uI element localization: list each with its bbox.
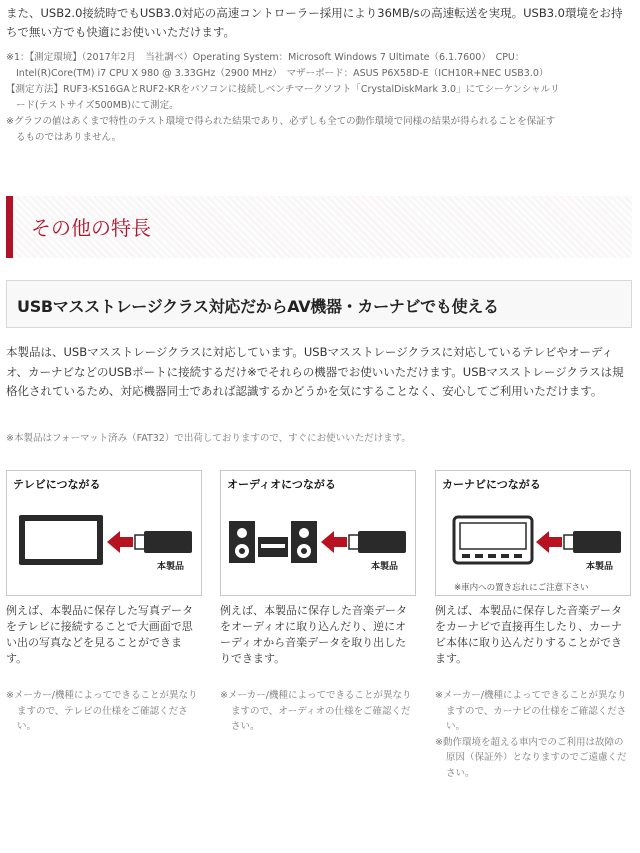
card-title: カーナビにつながる [442, 478, 541, 491]
feature-heading [6, 280, 632, 328]
arrow-icon [107, 531, 133, 553]
usb-stick-icon [135, 531, 192, 553]
usb-stick-icon [349, 531, 406, 553]
stereo-unit-icon [258, 537, 288, 557]
car-navi-illustration [436, 471, 632, 597]
audio-card [220, 470, 416, 596]
product-label: 本製品 [586, 562, 614, 572]
tv-caution [6, 688, 202, 735]
note-line: Intel(R)Core(TM) i7 CPU X 980 @ 3.33GHz（2900 MHz） マザーボード：ASUS P6X58D-E（ICH10R+NEC USB3.0） [16, 68, 549, 79]
intro-paragraph: また、USB2.0接続時でもUSB3.0対応の高速コントローラー採用により36MB/sの高速転送を実現。USB3.0環境をお持ちで無い方でも快適にお使いいただけます。 [6, 6, 623, 39]
tv-card [6, 470, 202, 596]
speaker-icon [229, 521, 255, 563]
caution-line: ※メーカー/機種によってできることが異なりますので、カーナビの仕様をご確認ください。 [435, 690, 627, 732]
caution-line: ※動作環境を超える車内でのご利用は故障の原因（保証外）となりますのでご遠慮ください。 [435, 736, 627, 779]
format-note: ※本製品はフォーマット済み（FAT32）で出荷しておりますので、すぐにお使いいただけます。 [6, 433, 411, 444]
note-line: ※グラフの値はあくまで特性のテスト環境で得られた結果であり、必ずしも全ての動作環境で同様の結果が得られることを保証す [6, 116, 556, 127]
tv-icon [19, 515, 103, 565]
caution-line: ※メーカー/機種によってできることが異なりますので、テレビの仕様をご確認ください。 [6, 690, 198, 732]
note-line: 【測定方法】RUF3-KS16GAとRUF2-KRをパソコンに接続しベンチマークソフト「CrystalDiskMark 3.0」にてシーケンシャルリ [6, 84, 560, 95]
note-line: るものではありません。 [16, 132, 122, 143]
note-line: ※1：【測定環境】（2017年2月 当社調べ）Operating System：Microsoft Windows 7 Ultimate（6.1.7600） CPU： [6, 52, 525, 63]
product-label: 本製品 [157, 562, 185, 572]
note-line: ード(テストサイズ500MB)にて測定。 [16, 100, 179, 111]
measurement-notes [6, 50, 632, 146]
audio-description: 例えば、本製品に保存した音楽データをオーディオに取り込んだり、逆にオーディオから音楽データを取り出したりできます。 [220, 604, 407, 665]
product-label: 本製品 [371, 562, 399, 572]
audio-illustration [221, 471, 417, 597]
tv-illustration [7, 471, 203, 597]
caution-line: ※メーカー/機種によってできることが異なりますので、オーディオの仕様をご確認ください。 [220, 690, 412, 732]
audio-caution [220, 688, 416, 735]
car-navigation-icon [454, 517, 532, 563]
arrow-icon [321, 531, 347, 553]
car-navi-description: 例えば、本製品に保存した音楽データをカーナビで直接再生したり、カーナビ本体に取り込んだりすることができます。 [435, 604, 622, 665]
arrow-icon [536, 531, 562, 553]
feature-description: 本製品は、USBマスストレージクラスに対応しています。USBマスストレージクラスに対応しているテレビやオーディオ、カーナビなどのUSBポートに接続するだけ※でそれらの機器でお使いいただけます。USBマスストレージクラスは規格化されているため、対応機器同士であれば認識するかどうかを気にすることなく、安心してご利用いただけます。 [6, 345, 624, 398]
card-title: オーディオにつながる [227, 478, 336, 491]
section-heading [6, 196, 632, 258]
card-title: テレビにつながる [13, 478, 101, 491]
forget-warning: ※車内への置き忘れにご注意下さい [454, 583, 589, 593]
tv-description: 例えば、本製品に保存した写真データをテレビに接続することで大画面で思い出の写真などを見ることができます。 [6, 604, 193, 665]
speaker-icon [291, 521, 317, 563]
car-navi-card [435, 470, 631, 596]
section-heading-text: その他の特長 [31, 216, 151, 240]
usb-stick-icon [564, 531, 621, 553]
feature-heading-text: USBマスストレージクラス対応だからAV機器・カーナビでも使える [17, 297, 499, 316]
car-navi-caution [435, 688, 631, 781]
